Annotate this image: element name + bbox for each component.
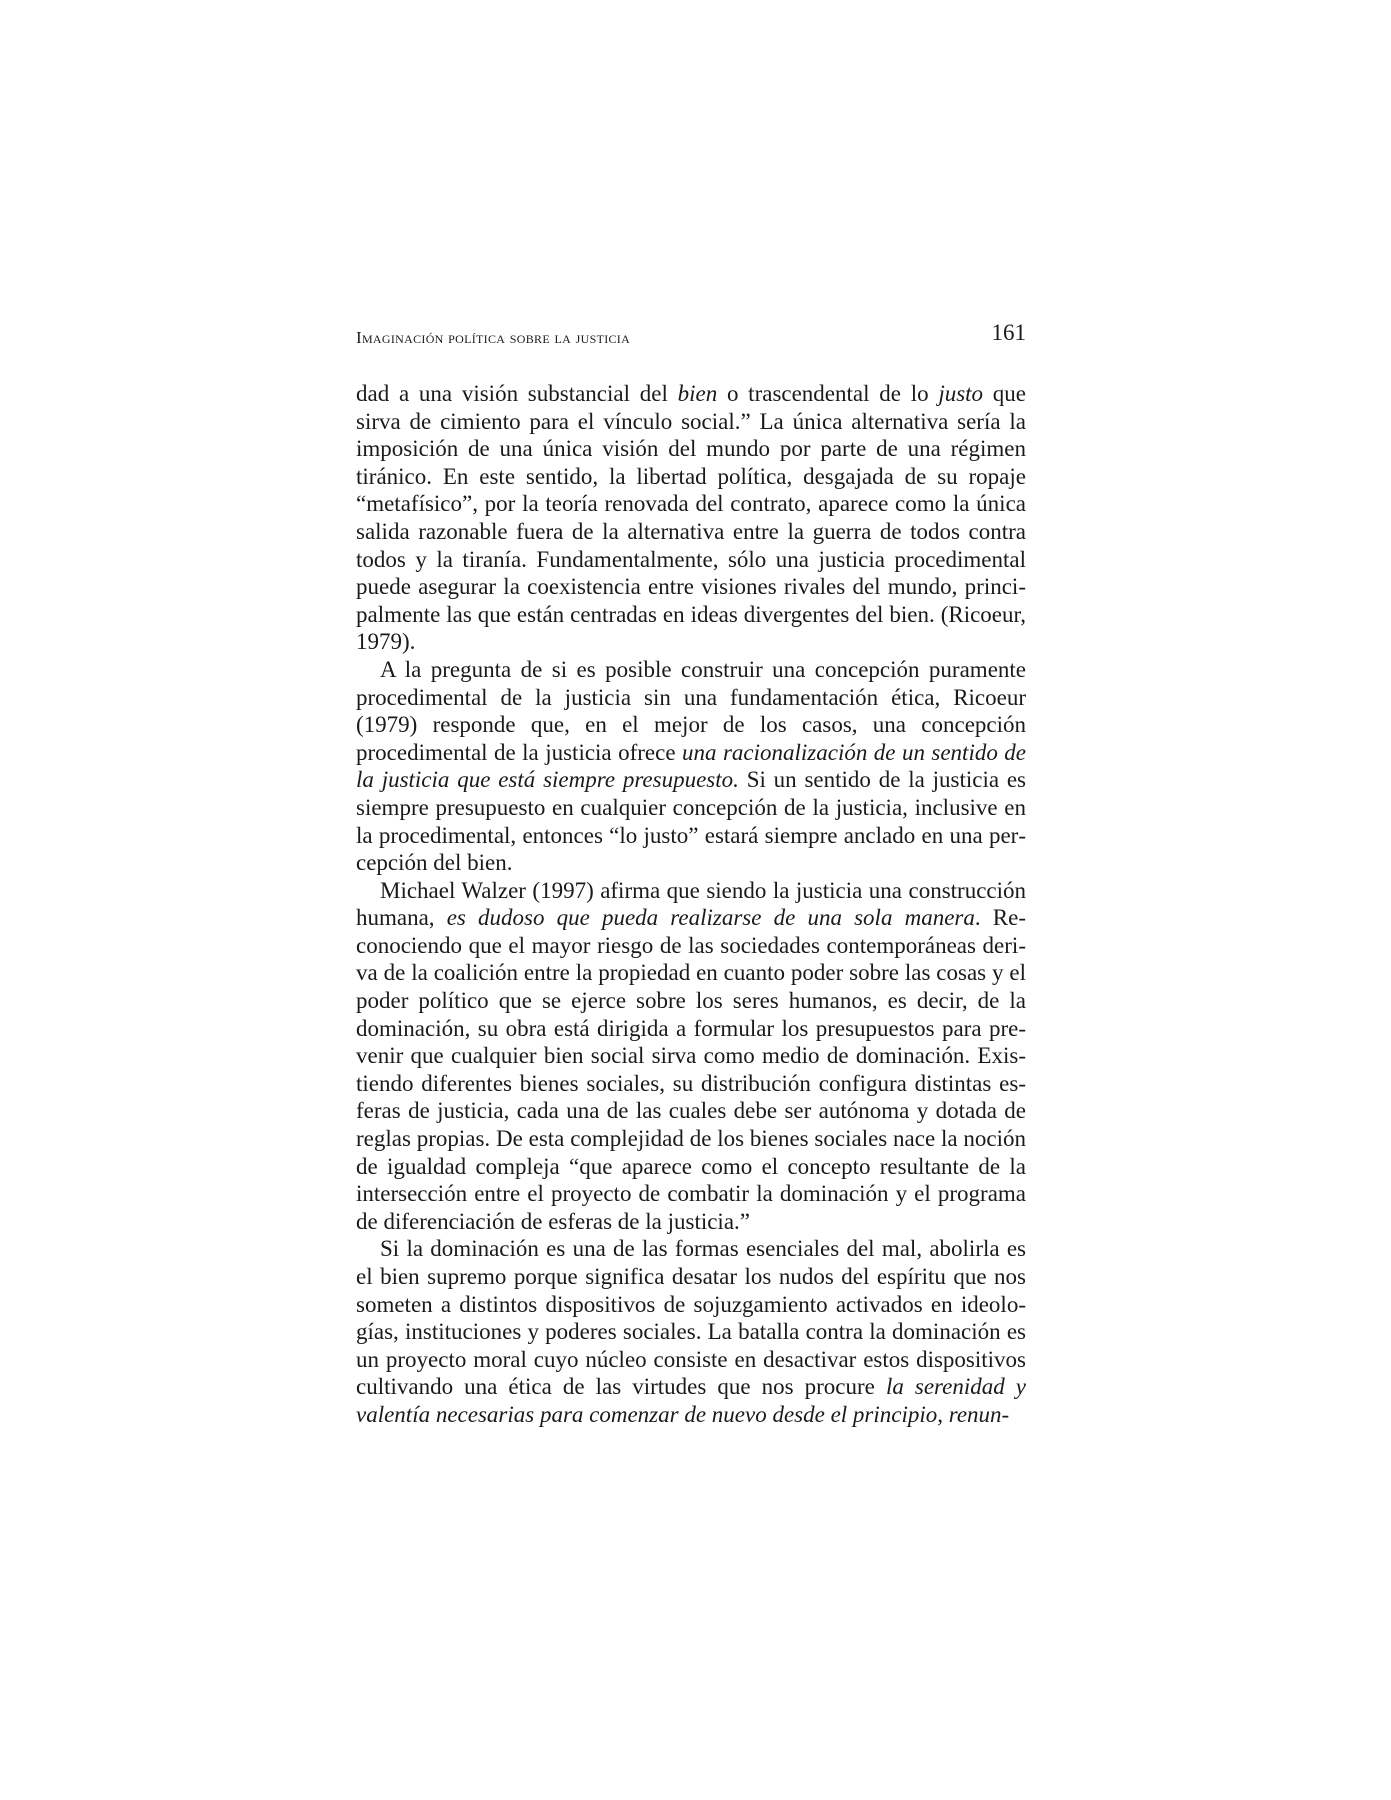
text-run: que sirva de cimiento para el vínculo social.” La única alternativa sería la imposición de una única visión del mundo por parte de una régimen tiránico. En este sentido, la libertad política, desgajada de su ropaje “metafísico”, por la teoría renovada del contrato, aparece como la única salida razonable fuera de la alternativa entre la guerra de todos contra todos y la tiranía. Fundamentalmente, sólo una justicia procedimental puede asegurar la coexistencia entre visiones rivales del mundo, principalmente las que están centradas en ideas divergentes del bien. (Ricoeur, 1979). xyxy=(356,381,1027,655)
text-run: Michael Walzer (1997) afirma que siendo la justicia una construcción humana, xyxy=(356,877,1026,931)
paragraph xyxy=(356,1235,1026,1428)
italic-run: justo xyxy=(938,381,984,406)
body-text xyxy=(356,380,1026,1429)
text-run: A la pregunta de si es posible construir una concepción puramente procedimental de la justicia sin una fundamentación ética, Ricoeur (1979) responde que, en el mejor de los casos, una concepción procedimental de la justicia ofrece xyxy=(356,656,1026,765)
italic-run: es dudoso que pueda realizarse de una sola manera xyxy=(446,905,975,931)
text-run: dad a una visión substancial del xyxy=(356,381,678,406)
text-run: . Reconociendo que el mayor riesgo de las sociedades contemporáneas deriva de la coalición entre la propiedad en cuanto poder sobre las cosas y el poder político que se ejerce sobre los seres humanos, es decir, de la dominación, su obra está dirigida a formular los presupuestos para prevenir que cualquier bien social sirva como medio de dominación. Existiendo diferentes bienes sociales, su distribución configura distintas esferas de justicia, cada una de las cuales debe ser autónoma y dotada de reglas propias. De esta complejidad de los bienes sociales nace la noción de igualdad compleja “que aparece como el concepto resultante de la intersección entre el proyecto de combatir la dominación y el programa de diferenciación de esferas de la justicia.” xyxy=(356,905,1026,1234)
text-run: Si la dominación es una de las formas esenciales del mal, abolirla es el bien supremo porque significa desatar los nudos del espíritu que nos someten a distintos dispositivos de sojuzgamiento activados en ideologías, instituciones y poderes sociales. La batalla contra la dominación es un proyecto moral cuyo núcleo consiste en desactivar estos dispositivos cultivando una ética de las virtudes que nos procure xyxy=(356,1236,1026,1400)
running-title: Imaginación política sobre la justicia xyxy=(356,328,631,347)
text-run: Si un sentido de la justicia es siempre presupuesto en cualquier concepción de la justicia, inclusive en la procedimental, entonces “lo justo” estará siempre anclado en una percepción del bien. xyxy=(356,767,1027,876)
italic-run: una racionalización de un sentido de la justicia que está siempre presupuesto. xyxy=(356,739,1026,793)
text-run: o trascendental de lo xyxy=(717,381,939,406)
page-number: 161 xyxy=(991,320,1026,345)
paragraph xyxy=(356,877,1026,1236)
italic-run: la serenidad y valentía necesarias para comenzar de nuevo desde el principio, renun- xyxy=(356,1374,1026,1427)
paragraph xyxy=(356,656,1026,877)
paragraph xyxy=(356,380,1026,656)
italic-run: bien xyxy=(677,381,718,406)
running-head xyxy=(356,320,1026,354)
